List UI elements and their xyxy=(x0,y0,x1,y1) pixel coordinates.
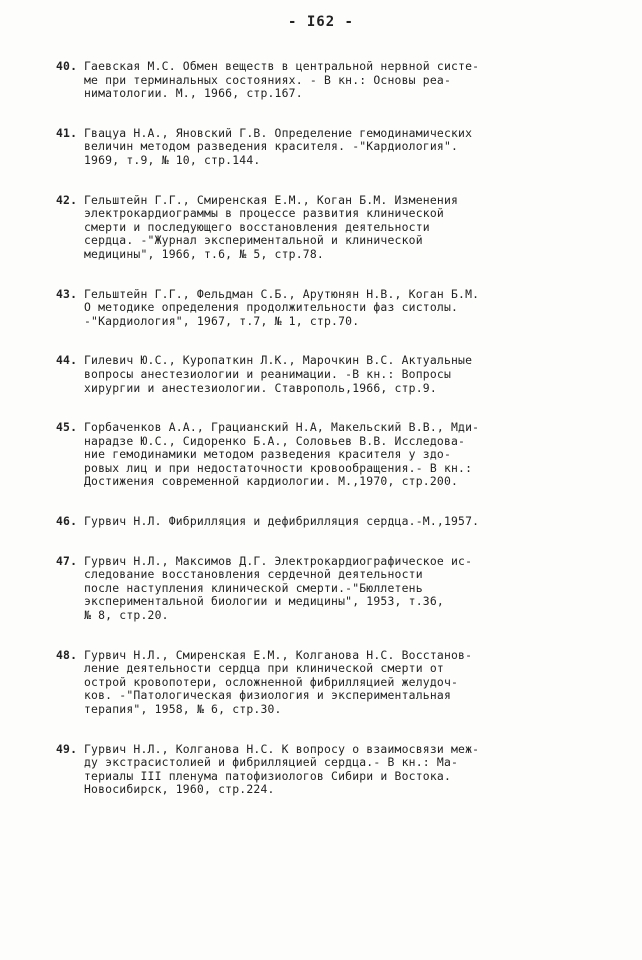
entry-line: териалы III пленума патофизиологов Сибири и Востока. xyxy=(84,768,452,783)
bibliography-entry xyxy=(56,421,596,489)
entry-line: Гаевская М.С. Обмен веществ в центральной нервной систе- xyxy=(84,59,480,73)
entry-number: 46. xyxy=(56,514,78,529)
bibliography-entry xyxy=(56,127,596,168)
entry-line: ду экстрасистолией и фибрилляцией сердца.- В кн.: Ма- xyxy=(84,755,459,770)
bibliography-entry xyxy=(56,555,596,623)
entry-line: Достижения современной кардиологии. М.,1970, стр.200. xyxy=(84,474,459,489)
entry-line: Новосибирск, 1960, стр.224. xyxy=(84,782,275,797)
entry-line: электрокардиограммы в процессе развития клинической xyxy=(84,206,444,221)
bibliography-entry xyxy=(56,743,596,797)
entry-line: 1969, т.9, № 10, стр.144. xyxy=(84,152,261,167)
entry-line: Гурвич Н.Л., Максимов Д.Г. Электрокардиографическое ис- xyxy=(84,553,473,568)
bibliography-entry xyxy=(56,194,596,262)
entry-line: О методике определения продолжительности фаз систолы. xyxy=(84,300,459,315)
entry-line: № 8, стр.20. xyxy=(84,608,169,623)
entry-line: ние гемодинамики методом разведения красителя у здо- xyxy=(84,447,452,462)
entry-line: острой кровопотери, осложненной фибрилляцией желудоч- xyxy=(84,674,459,689)
bibliography-entry xyxy=(56,60,596,101)
entry-line: ление деятельности сердца при клинической смерти от xyxy=(84,661,444,676)
entry-line: -"Кардиология", 1967, т.7, № 1, стр.70. xyxy=(84,313,360,328)
entry-line: ниматологии. М., 1966, стр.167. xyxy=(84,86,303,101)
entry-number: 40. xyxy=(56,59,78,73)
entry-line: Гилевич Ю.С., Куропаткин Л.К., Марочкин В.С. Актуальные xyxy=(84,353,473,368)
entry-text xyxy=(84,421,596,489)
entry-text xyxy=(84,555,596,623)
entry-line: Гурвич Н.Л. Фибрилляция и дефибрилляция сердца.-М.,1957. xyxy=(84,514,480,529)
entry-line: экспериментальной биологии и медицины", 1953, т.36, xyxy=(84,594,444,609)
entry-text xyxy=(84,515,596,529)
bibliography-list xyxy=(56,60,596,823)
entry-line: Гвацуа Н.А., Яновский Г.В. Определение гемодинамических xyxy=(84,125,473,140)
entry-text xyxy=(84,127,596,168)
entry-number: 45. xyxy=(56,420,78,435)
entry-line: ков. -"Патологическая физиология и экспериментальная xyxy=(84,688,452,703)
entry-line: ровых лиц и при недостаточности кровообращения.- В кн.: xyxy=(84,460,473,475)
entry-number: 44. xyxy=(56,353,78,368)
entry-line: смерти и последующего восстановления деятельности xyxy=(84,219,430,234)
entry-line: ме при терминальных состояниях. - В кн.: Основы реа- xyxy=(84,72,452,87)
entry-line: сердца. -"Журнал экспериментальной и клинической xyxy=(84,233,423,248)
entry-number: 41. xyxy=(56,125,78,140)
entry-line: следование восстановления сердечной деятельности xyxy=(84,567,423,582)
entry-line: величин методом разведения красителя. -"Кардиология". xyxy=(84,139,459,154)
page-number: - I62 - xyxy=(287,14,354,30)
entry-line: хирургии и анестезиологии. Ставрополь,1966, стр.9. xyxy=(84,380,437,395)
entry-line: Гурвич Н.Л., Смиренская Е.М., Колганова Н.С. Восстанов- xyxy=(84,647,473,662)
entry-line: Горбаченков А.А., Грацианский Н.А, Макельский В.В., Мди- xyxy=(84,420,480,435)
entry-text xyxy=(84,354,596,395)
entry-line: медицины", 1966, т.6, № 5, стр.78. xyxy=(84,246,324,261)
entry-text xyxy=(84,288,596,329)
entry-line: терапия", 1958, № 6, стр.30. xyxy=(84,702,282,716)
entry-line: Гурвич Н.Л., Колганова Н.С. К вопросу о взаимосвязи меж- xyxy=(84,741,480,756)
entry-text xyxy=(84,743,596,797)
entry-number: 49. xyxy=(56,741,78,756)
bibliography-entry xyxy=(56,288,596,329)
bibliography-entry xyxy=(56,354,596,395)
entry-text xyxy=(84,194,596,262)
entry-number: 43. xyxy=(56,286,78,301)
entry-text xyxy=(84,60,596,101)
entry-number: 48. xyxy=(56,647,78,662)
entry-number: 47. xyxy=(56,553,78,568)
entry-line: Гельштейн Г.Г., Фельдман С.Б., Арутюнян Н.В., Коган Б.М. xyxy=(84,286,480,301)
entry-text xyxy=(84,649,596,717)
bibliography-entry xyxy=(56,649,596,717)
entry-line: нарадзе Ю.С., Сидоренко Б.А., Соловьев В.В. Исследова- xyxy=(84,433,466,448)
entry-number: 42. xyxy=(56,192,78,207)
entry-line: вопросы анестезиологии и реанимации. -В кн.: Вопросы xyxy=(84,366,452,381)
entry-line: после наступления клинической смерти.-"Бюллетень xyxy=(84,580,423,595)
bibliography-entry xyxy=(56,515,596,529)
entry-line: Гельштейн Г.Г., Смиренская Е.М., Коган Б.М. Изменения xyxy=(84,192,459,207)
